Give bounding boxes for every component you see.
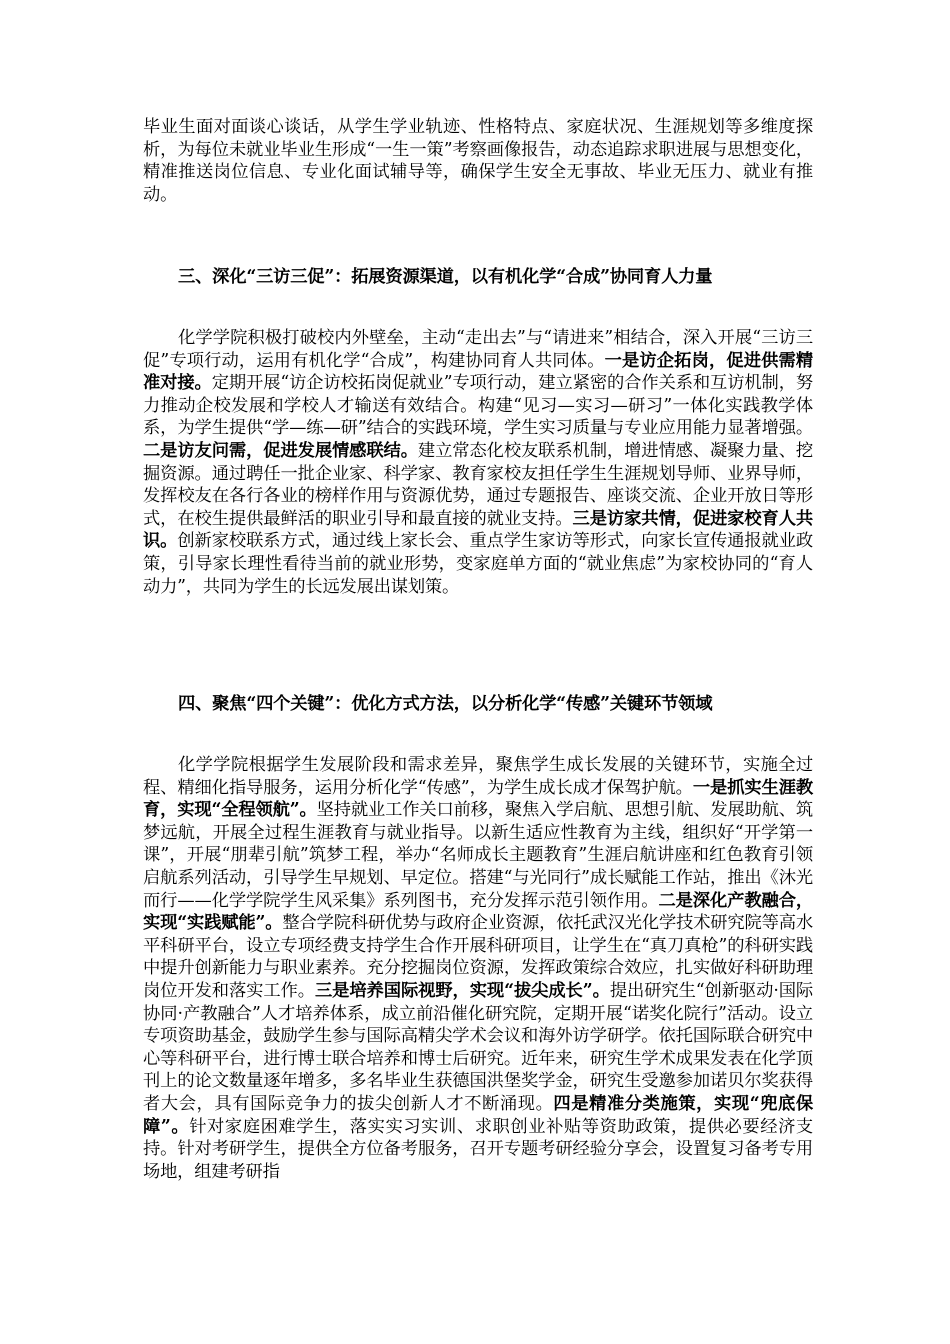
section-4-point-2: 二是深化产教融合，实现“实践赋能”。 (143, 890, 813, 934)
section-3-text-3: 建立常态化校友联系机制，增进情感、凝聚力量、挖掘资源。通过聘任一批企业家、科学家、教育家校友担任学生生涯规划导师、业界导师，发挥校友在各行各业的榜样作用与资源优势，通过专题报告、座谈交流、企业开放日等形式，在校生提供最鲜活的职业引导和最直接的就业支持。 (143, 440, 813, 529)
section-4-paragraph (143, 754, 813, 1183)
section-3-point-1: 一是访企拓岗，促进供需精准对接。 (143, 350, 813, 394)
section-3-paragraph (143, 327, 813, 598)
section-4-point-4: 四是精准分类施策，实现“兜底保障”。 (143, 1093, 813, 1137)
section-3-point-2: 二是访友问需，促进发展情感联结。 (143, 440, 418, 461)
section-4-point-1: 一是抓实生涯教育，实现“全程领航”。 (143, 777, 813, 821)
section-4-point-3: 三是培养国际视野，实现“拔尖成长”。 (314, 980, 610, 1001)
section-3-point-3: 三是访家共情，促进家校育人共识。 (143, 508, 813, 552)
section-3-text-2: 定期开展“访企访校拓岗促就业”专项行动，建立紧密的合作关系和互访机制，努力推动企校发展和学校人才输送有效结合。构建“见习—实习—研习”一体化实践教学体系，为学生提供“学—练—研”结合的实践环境，学生实习质量与专业应用能力显著增强。 (143, 373, 813, 439)
section-3-text-4: 创新家校联系方式，通过线上家长会、重点学生家访等形式，向家长宣传通报就业政策，引导家长理性看待当前的就业形势，变家庭单方面的“就业焦虑”为家校协同的“育人动力”，共同为学生的长远发展出谋划策。 (143, 531, 813, 597)
intro-paragraph: 毕业生面对面谈心谈话，从学生学业轨迹、性格特点、家庭状况、生涯规划等多维度探析，为每位未就业毕业生形成“一生一策”考察画像报告，动态追踪求职进展与思想变化，精准推送岗位信息、专业化面试辅导等，确保学生安全无事故、毕业无压力、就业有推动。 (143, 117, 813, 205)
section-4-text-1: 化学学院根据学生发展阶段和需求差异，聚焦学生成长发展的关键环节，实施全过程、精细化指导服务，运用分析化学“传感”，为学生成长成才保驾护航。 (143, 755, 813, 798)
section-3-text-1: 化学学院积极打破校内外壁垒，主动“走出去”与“请进来”相结合，深入开展“三访三促”专项行动，运用有机化学“合成”，构建协同育人共同体。 (143, 328, 813, 371)
section-4-heading: 四、聚焦“四个关键”：优化方式方法，以分析化学“传感”关键环节领域 (178, 694, 713, 714)
section-4-text-4: 提出研究生“创新驱动·国际协同·产教融合”人才培养体系，成立前沿催化研究院，定期开展“诺奖化院行”活动。设立专项资助基金，鼓励学生参与国际高精尖学术会议和海外访学研学。依托国际联合研究中心等科研平台，进行博士联合培养和博士后研究。近年来，研究生学术成果发表在化学顶刊上的论文数量逐年增多，多名毕业生获德国洪堡奖学金，研究生受邀参加诺贝尔奖获得者大会，具有国际竞争力的拔尖创新人才不断涌现。 (143, 980, 814, 1114)
section-4-text-3: 整合学院科研优势与政府企业资源，依托武汉光化学技术研究院等高水平科研平台，设立专项经费支持学生合作开展科研项目，让学生在“真刀真枪”的科研实践中提升创新能力与职业素养。充分挖掘岗位资源，发挥政策综合效应，扎实做好科研助理岗位开发和落实工作。 (143, 913, 813, 1001)
section-4-text-2: 坚持就业工作关口前移，聚焦入学启航、思想引航、发展助航、筑梦远航，开展全过程生涯教育与就业指导。以新生适应性教育为主线，组织好“开学第一课”，开展“朋辈引航”筑梦工程，举办“名师成长主题教育”生涯启航讲座和红色教育引领启航系列活动，引导学生早规划、早定位。搭建“与光同行”成长赋能工作站，推出《沐光而行——化学学院学生风采集》系列图书，充分发挥示范引领作用。 (143, 800, 814, 911)
section-4-text-5: 针对家庭困难学生，落实实习实训、求职创业补贴等资助政策，提供必要经济支持。针对考研学生，提供全方位备考服务，召开专题考研经验分享会，设置复习备考专用场地，组建考研指 (143, 1116, 813, 1182)
section-3-heading: 三、深化“三访三促”：拓展资源渠道，以有机化学“合成”协同育人力量 (178, 267, 713, 287)
